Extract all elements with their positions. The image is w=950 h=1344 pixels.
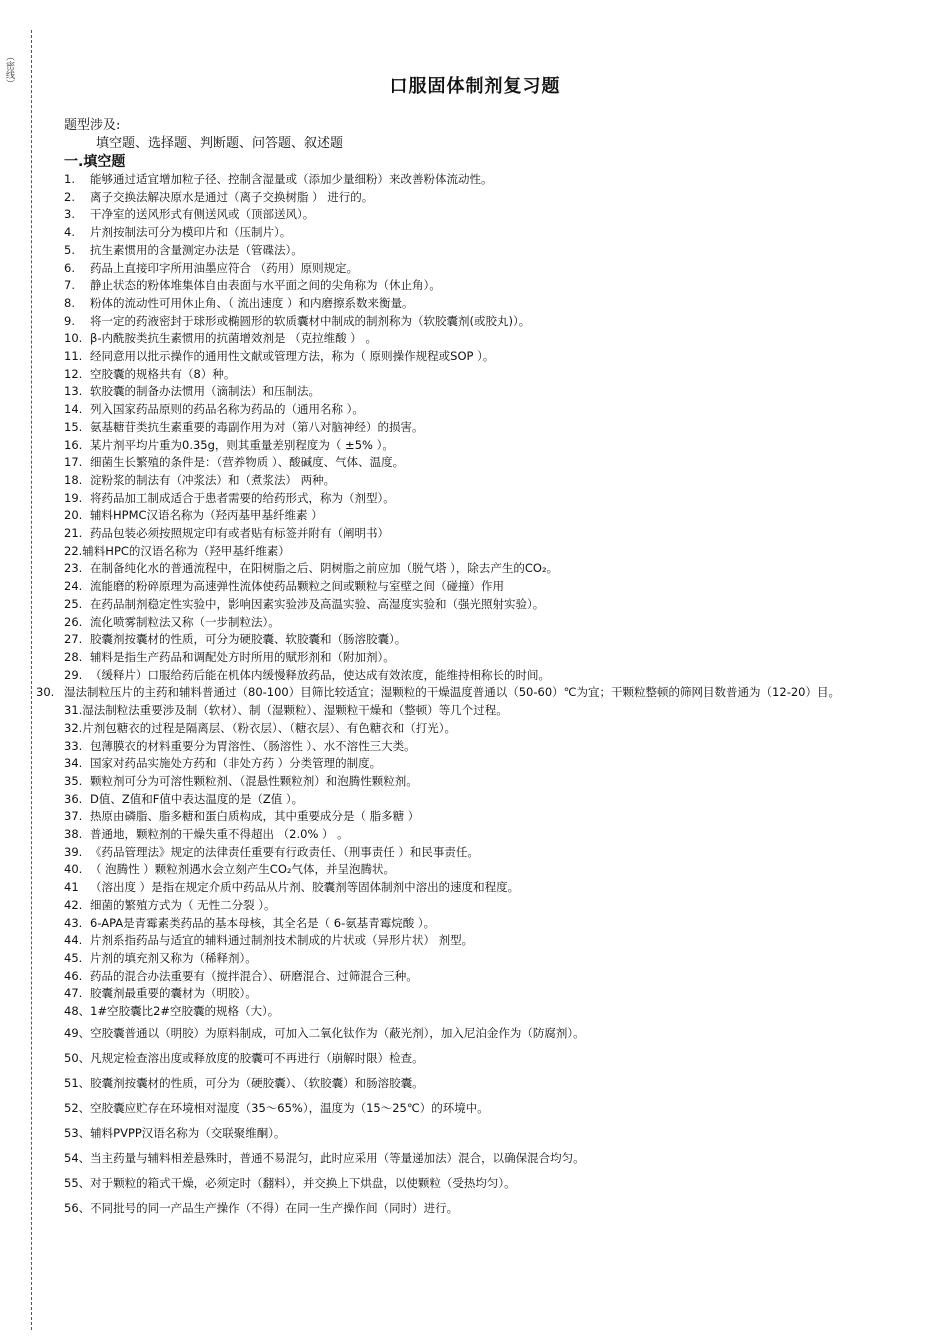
question-number: 1.: [64, 172, 75, 186]
question-number: 35.: [64, 773, 83, 788]
question-number: 14.: [64, 402, 83, 417]
question-item: [64, 738, 894, 756]
question-text: 淀粉浆的制法有（冲浆法）和（煮浆法） 两种。: [90, 472, 336, 487]
section-heading: 一.填空题: [64, 154, 126, 170]
question-text: 将一定的药液密封于球形或椭圆形的软质囊材中制成的制剂称为（软胶囊剂(或胶丸)）。: [90, 313, 531, 328]
question-item: [64, 348, 894, 366]
question-text: 颗粒剂可分为可溶性颗粒剂、（混悬性颗粒剂）和泡腾性颗粒剂。: [90, 773, 418, 788]
question-number: 44.: [64, 933, 83, 948]
question-number: 21.: [64, 526, 83, 541]
question-list: [36, 171, 894, 1221]
document-body: [36, 117, 894, 1221]
question-item: [64, 1196, 894, 1221]
binding-margin-line: [31, 30, 32, 1330]
question-item: [64, 1021, 894, 1046]
question-text: 药品的混合办法重要有（搅拌混合）、研磨混合、过筛混合三种。: [90, 968, 418, 983]
question-text: （缓释片）口服给药后能在机体内缓慢释放药品，使达成有效浓度，能维持相称长的时间。: [90, 667, 550, 682]
question-text: 在制备纯化水的普通流程中，在阳树脂之后、阴树脂之前应加（脱气塔 ），除去产生的CO₂。: [90, 561, 559, 576]
question-item: [64, 1003, 894, 1021]
question-text: 辅料HPMC汉语名称为（羟丙基甲基纤维素 ）: [90, 508, 323, 523]
question-item: [64, 932, 894, 950]
question-number: 29.: [64, 667, 83, 682]
question-text: 空胶囊普通以（明胶）为原料制成，可加入二氧化钛作为（蔽光剂），加入尼泊金作为（防腐剂）。: [90, 1025, 585, 1040]
question-number: 6.: [64, 260, 75, 275]
question-number: 48、: [64, 1004, 91, 1019]
question-item: [64, 1146, 894, 1171]
question-item: [64, 189, 894, 207]
question-number: 36.: [64, 791, 83, 806]
question-text: D值、Z值和F值中表达温度的是（Z值 ）。: [90, 791, 304, 806]
question-text: 湿法制粒压片的主药和辅料普通过（80-100）目筛比较适宜；湿颗粒的干燥温度普通以（50-60）℃为宜；干颗粒整顿的筛网目数普通为（12-20）目。: [64, 685, 840, 700]
question-number: 26.: [64, 614, 83, 629]
question-text: 流能磨的粉碎原理为高速弹性流体使药品颗粒之间或颗粒与室壁之间（碰撞）作用: [90, 579, 504, 594]
question-text: 离子交换法解决原水是通过（离子交换树脂 ） 进行的。: [90, 189, 374, 204]
question-item: [64, 383, 894, 401]
question-number: 25.: [64, 596, 83, 611]
question-number: 24.: [64, 579, 83, 594]
question-item: [64, 773, 894, 791]
question-text: 经同意用以批示操作的通用性文献或管理方法，称为（ 原则操作规程或SOP ）。: [90, 349, 495, 364]
question-number: 41: [64, 880, 79, 895]
question-number: 38.: [64, 827, 83, 842]
question-item: [64, 242, 894, 260]
question-number: 11.: [64, 349, 83, 364]
question-text: 药品上直接印字所用油墨应符合 （药用）原则规定。: [90, 260, 359, 275]
question-item: [64, 631, 894, 649]
question-item: [64, 507, 894, 525]
question-text: 6-APA是青霉素类药品的基本母核，其全名是（ 6-氨基青霉烷酸 ）。: [90, 915, 436, 930]
question-item: [64, 419, 894, 437]
question-item: [64, 808, 894, 826]
question-number: 22.: [64, 543, 83, 558]
question-number: 53、: [64, 1125, 91, 1140]
question-text: 药品包装必须按照规定印有或者贴有标签并附有（阐明书）: [90, 526, 389, 541]
question-number: 17.: [64, 455, 83, 470]
question-number: 33.: [64, 738, 83, 753]
question-item: [64, 224, 894, 242]
question-text: 当主药量与辅料相差悬殊时，普通不易混匀，此时应采用（等量递加法）混合，以确保混合均匀。: [90, 1150, 585, 1165]
question-number: 47.: [64, 986, 83, 1001]
question-item: [64, 171, 894, 189]
question-text: 流化喷雾制粒法又称（一步制粒法）。: [90, 614, 280, 629]
question-item: [64, 1121, 894, 1146]
question-text: 将药品加工制成适合于患者需要的给药形式，称为（剂型）。: [90, 490, 395, 505]
question-text: 细菌生长繁殖的条件是：（营养物质 ）、酸碱度、气体、温度。: [90, 455, 405, 470]
question-item: [64, 295, 894, 313]
question-number: 42.: [64, 897, 83, 912]
question-text: 片剂按制法可分为模印片和（压制片）。: [90, 225, 292, 240]
question-number: 10.: [64, 331, 83, 346]
question-number: 9.: [64, 313, 75, 328]
question-item: [64, 950, 894, 968]
question-text: β-内酰胺类抗生素惯用的抗菌增效剂是 （克拉维酸 ） 。: [90, 331, 377, 346]
question-item: [64, 791, 894, 809]
question-item: [64, 277, 894, 295]
question-number: 45.: [64, 950, 83, 965]
question-number: 40.: [64, 862, 83, 877]
question-item: [64, 1096, 894, 1121]
question-item: [64, 260, 894, 278]
question-text: 干净室的送风形式有侧送风或（顶部送风）。: [90, 207, 315, 222]
question-item: [64, 1071, 894, 1096]
question-text: 不同批号的同一产品生产操作（不得）在同一生产操作间（同时）进行。: [90, 1200, 459, 1215]
question-text: 《药品管理法》规定的法律责任重要有行政责任、（刑事责任 ）和民事责任。: [90, 844, 479, 859]
question-text: 在药品制剂稳定性实验中，影响因素实验涉及高温实验、高湿度实验和（强光照射实验）。: [90, 596, 545, 611]
question-text: （ 泡腾性 ）颗粒剂遇水会立刻产生CO₂气体，并呈泡腾状。: [90, 862, 395, 877]
question-number: 37.: [64, 809, 83, 824]
question-text: 国家对药品实施处方药和（非处方药 ）分类管理的制度。: [90, 756, 382, 771]
question-text: 抗生素惯用的含量测定办法是（管碟法）。: [90, 242, 303, 257]
question-item: [64, 985, 894, 1003]
question-number: 12.: [64, 366, 83, 381]
question-number: 8.: [64, 295, 75, 310]
question-text: 辅料是指生产药品和调配处方时所用的赋形剂和（附加剂）。: [90, 649, 395, 664]
question-number: 56、: [64, 1200, 91, 1215]
question-item: [64, 437, 894, 455]
question-item: [64, 206, 894, 224]
question-number: 55、: [64, 1175, 91, 1190]
question-text: 氨基糖苷类抗生素重要的毒副作用为对（第八对脑神经）的损害。: [90, 419, 424, 434]
question-text: 粉体的流动性可用休止角、（ 流出速度 ）和内磨擦系数来衡量。: [90, 295, 414, 310]
margin-note: （密线）: [4, 52, 14, 88]
question-number: 39.: [64, 844, 83, 859]
question-number: 31.: [64, 703, 83, 718]
question-item: [64, 366, 894, 384]
question-item: [64, 968, 894, 986]
page-title: 口服固体制剂复习题: [389, 76, 561, 97]
question-item: [64, 560, 894, 578]
question-text: 对于颗粒的箱式干燥，必须定时（翻料），并交换上下烘盘，以使颗粒（受热均匀）。: [90, 1175, 516, 1190]
question-item: [64, 702, 894, 720]
question-item: [64, 861, 894, 879]
question-item: 30. 湿法制粒压片的主药和辅料普通过（80-100）目筛比较适宜；湿颗粒的干燥温度普通以（50-60）℃为宜；干颗粒整顿的筛网目数普通为（12-20）目。: [36, 685, 840, 700]
question-item: [64, 897, 894, 915]
question-text: 凡规定检查溶出度或释放度的胶囊可不再进行（崩解时限）检查。: [90, 1050, 424, 1065]
question-number: 43.: [64, 915, 83, 930]
question-text: 列入国家药品原则的药品名称为药品的（通用名称 ）。: [90, 402, 364, 417]
question-item: [64, 525, 894, 543]
question-text: 1#空胶囊比2#空胶囊的规格（大）。: [90, 1004, 280, 1019]
question-number: 52、: [64, 1100, 91, 1115]
question-text: 空胶囊的规格共有（8）种。: [90, 366, 236, 381]
question-number: 4.: [64, 225, 75, 240]
question-item: [64, 649, 894, 667]
question-number: 54、: [64, 1150, 91, 1165]
question-text: 静止状态的粉体堆集体自由表面与水平面之间的尖角称为（休止角）。: [90, 278, 441, 293]
question-text: 细菌的繁殖方式为（ 无性二分裂 ）。: [90, 897, 276, 912]
question-number: 18.: [64, 472, 83, 487]
question-number: 20.: [64, 508, 83, 523]
question-number: 5.: [64, 242, 75, 257]
question-item: [64, 755, 894, 773]
question-text: 包薄膜衣的材料重要分为胃溶性、（肠溶性 ）、水不溶性三大类。: [90, 738, 416, 753]
question-text: 能够通过适宜增加粒子径、控制含湿量或（添加少量细粉）来改善粉体流动性。: [90, 172, 493, 186]
question-number: 27.: [64, 632, 83, 647]
question-text: 某片剂平均片重为0.35g，则其重量差别程度为（ ±5% ）。: [90, 437, 394, 452]
question-item: [64, 596, 894, 614]
question-text: 热原由磷脂、脂多糖和蛋白质构成，其中重要成分是（ 脂多糖 ）: [90, 809, 420, 824]
question-number: 2.: [64, 189, 75, 204]
question-text: 软胶囊的制备办法惯用（滴制法）和压制法。: [90, 384, 320, 399]
question-item: [64, 330, 894, 348]
question-item: [64, 826, 894, 844]
question-item: [64, 844, 894, 862]
question-number: 16.: [64, 437, 83, 452]
question-text: 辅料PVPP汉语名称为（交联聚维酮）。: [90, 1125, 286, 1140]
question-item: [64, 1171, 894, 1196]
question-item: [64, 472, 894, 490]
question-item: [64, 720, 894, 738]
question-number: 49、: [64, 1025, 91, 1040]
question-number: 46.: [64, 968, 83, 983]
question-number: 13.: [64, 384, 83, 399]
question-text: 空胶囊应贮存在环境相对湿度（35～65%），温度为（15～25℃）的环境中。: [90, 1100, 489, 1115]
question-item: [64, 667, 894, 685]
question-types-label: 题型涉及:: [64, 118, 121, 133]
question-text: 胶囊剂按囊材的性质，可分为硬胶囊、软胶囊和（肠溶胶囊）。: [90, 632, 407, 647]
question-item: [64, 454, 894, 472]
question-item: [64, 915, 894, 933]
question-number: 32.: [64, 720, 83, 735]
question-text: 湿法制粒法重要涉及制（软材）、制（湿颗粒）、湿颗粒干燥和（整顿）等几个过程。: [82, 703, 508, 718]
question-text: 胶囊剂最重要的囊材为（明胶）。: [90, 986, 257, 1001]
question-text: （溶出度 ）是指在规定介质中药品从片剂、胶囊剂等固体制剂中溶出的速度和程度。: [90, 880, 520, 895]
question-text: 辅料HPC的汉语名称为（羟甲基纤维素）: [82, 543, 290, 558]
question-item: [64, 578, 894, 596]
question-text: 片剂的填充剂又称为（稀释剂）。: [90, 950, 257, 965]
question-number: 7.: [64, 278, 75, 293]
question-item: [64, 614, 894, 632]
question-types-list: 填空题、选择题、判断题、问答题、叙述题: [96, 136, 344, 151]
question-number: 34.: [64, 756, 83, 771]
question-item: [64, 1046, 894, 1071]
question-number: 19.: [64, 490, 83, 505]
question-item: [64, 879, 894, 897]
question-number: 3.: [64, 207, 75, 222]
question-number: 50、: [64, 1050, 91, 1065]
question-number: 15.: [64, 419, 83, 434]
question-item: [64, 401, 894, 419]
question-text: 片剂包糖衣的过程是隔离层、（粉衣层）、（糖衣层）、有色糖衣和（打光）。: [82, 720, 457, 735]
question-number: 28.: [64, 649, 83, 664]
question-item: [64, 543, 894, 561]
question-item: [64, 313, 894, 331]
question-text: 片剂系指药品与适宜的辅料通过制剂技术制成的片状或（异形片状） 剂型。: [90, 933, 474, 948]
question-number: 23.: [64, 561, 83, 576]
question-text: 普通地，颗粒剂的干燥失重不得超出 （2.0% ） 。: [90, 827, 349, 842]
question-number: 51、: [64, 1075, 91, 1090]
question-item: [64, 490, 894, 508]
question-text: 胶囊剂按囊材的性质，可分为（硬胶囊）、（软胶囊）和肠溶胶囊。: [90, 1075, 424, 1090]
